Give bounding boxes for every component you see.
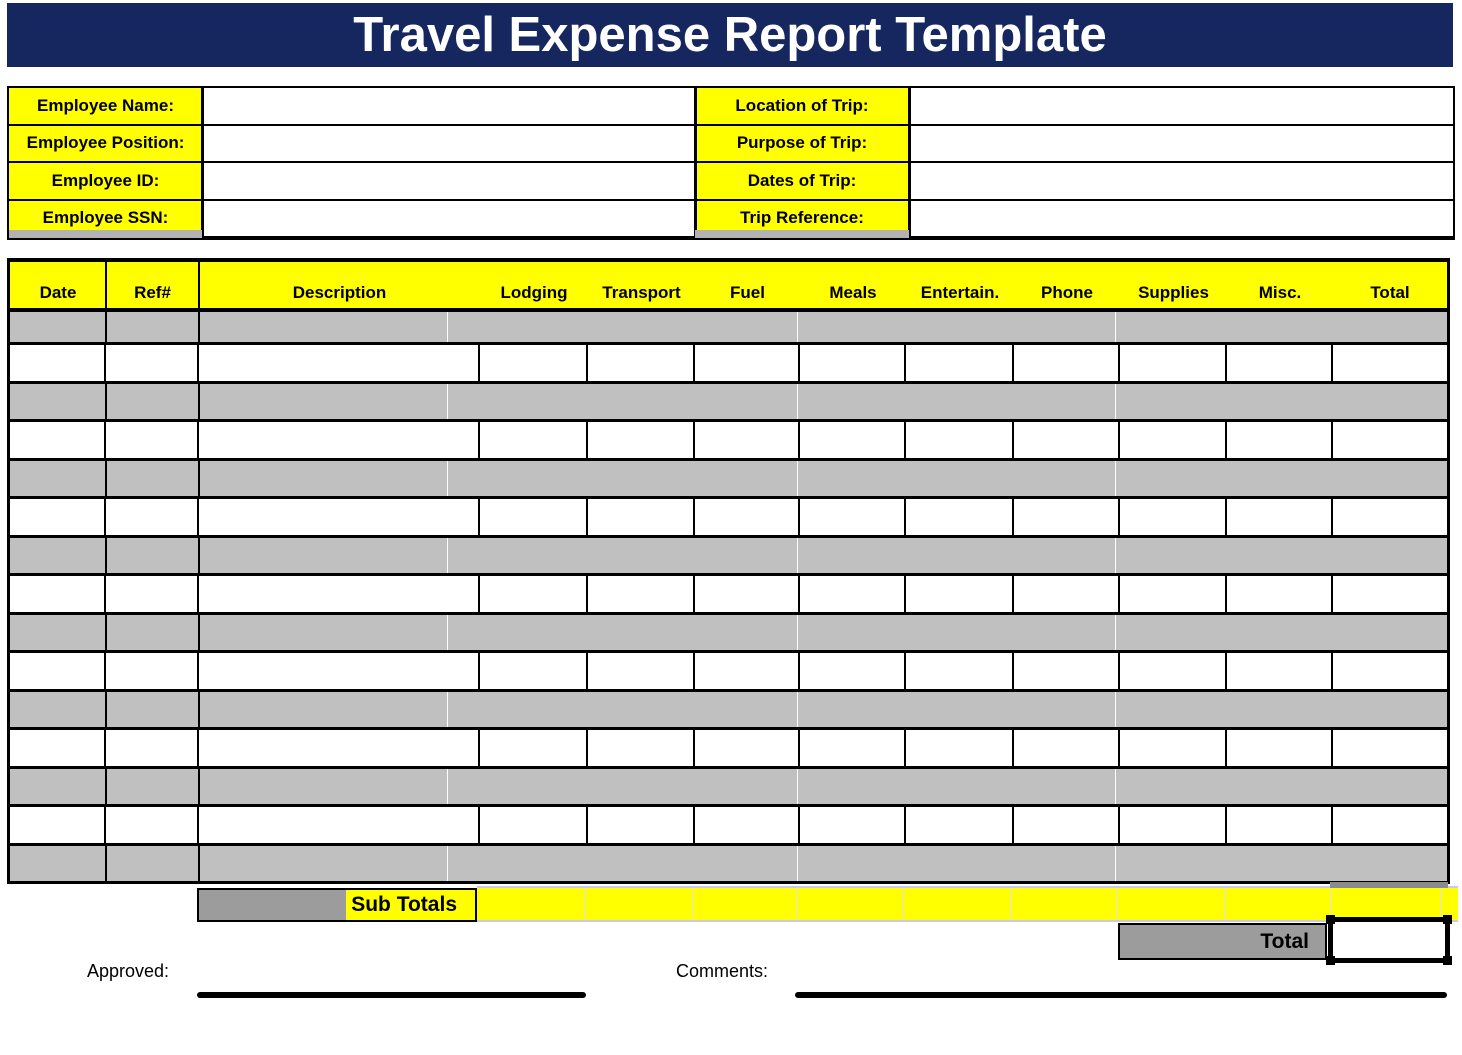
table-cell-fuel[interactable] (695, 807, 800, 843)
row-grid-line (198, 846, 200, 882)
table-cell-phone[interactable] (1014, 576, 1120, 612)
form-row (9, 163, 1453, 201)
grand-total-cell[interactable] (1328, 917, 1450, 963)
table-cell-supplies[interactable] (1120, 499, 1227, 535)
row-grid-line (1115, 461, 1116, 497)
band-grid-line (1011, 888, 1012, 920)
table-cell-date[interactable] (10, 345, 106, 381)
table-cell-entertain[interactable] (906, 730, 1014, 766)
location-of-trip-label: Location of Trip: (695, 88, 909, 124)
table-cell-ref[interactable] (106, 730, 199, 766)
employee-trip-form (7, 86, 1455, 240)
trip-reference-label: Trip Reference: (695, 201, 909, 237)
row-grid-line (105, 769, 107, 805)
table-row (10, 345, 1447, 384)
table-row (10, 615, 1447, 654)
table-cell-misc[interactable] (1227, 807, 1333, 843)
column-header-entertain: Entertain. (920, 283, 1000, 302)
row-grid-line (447, 769, 448, 805)
column-header-meals: Meals (829, 283, 877, 302)
table-row (10, 730, 1447, 769)
table-cell-fuel[interactable] (695, 576, 800, 612)
table-cell-entertain[interactable] (906, 576, 1014, 612)
row-grid-line (797, 538, 798, 574)
employee-name-field[interactable] (202, 88, 695, 124)
table-cell-meals[interactable] (800, 653, 906, 689)
table-cell-misc[interactable] (1227, 730, 1333, 766)
table-cell-transport[interactable] (588, 807, 695, 843)
table-cell-meals[interactable] (800, 807, 906, 843)
row-grid-line (797, 312, 798, 342)
table-cell-date[interactable] (10, 499, 106, 535)
table-cell-description[interactable] (199, 576, 480, 612)
form-grid-line (201, 88, 204, 124)
table-cell-meals[interactable] (800, 345, 906, 381)
table-cell-ref[interactable] (106, 576, 199, 612)
table-cell-fuel[interactable] (695, 653, 800, 689)
band-grid-line (1224, 888, 1225, 920)
row-grid-line (1115, 846, 1116, 882)
trip-reference-field[interactable] (909, 201, 1453, 237)
table-cell-fuel[interactable] (695, 422, 800, 458)
row-grid-line (198, 461, 200, 497)
table-cell-meals[interactable] (800, 576, 906, 612)
table-cell-total[interactable] (1333, 345, 1447, 381)
form-row (9, 88, 1453, 126)
table-cell-lodging[interactable] (480, 807, 588, 843)
table-cell-entertain[interactable] (906, 807, 1014, 843)
form-grid-line (694, 88, 697, 124)
employee-ssn-label: Employee SSN: (9, 201, 202, 237)
table-row (10, 576, 1447, 615)
column-header-misc: Misc. (1258, 283, 1302, 302)
table-cell-description[interactable] (199, 499, 480, 535)
row-grid-line (1115, 769, 1116, 805)
table-cell-supplies[interactable] (1120, 653, 1227, 689)
table-cell-date[interactable] (10, 807, 106, 843)
table-cell-ref[interactable] (106, 499, 199, 535)
table-cell-phone[interactable] (1014, 807, 1120, 843)
table-cell-misc[interactable] (1227, 576, 1333, 612)
table-cell-total[interactable] (1333, 653, 1447, 689)
table-cell-date[interactable] (10, 576, 106, 612)
form-grid-line (201, 163, 204, 199)
approved-label: Approved: (87, 961, 170, 981)
table-cell-phone[interactable] (1014, 345, 1120, 381)
table-cell-lodging[interactable] (480, 345, 588, 381)
row-grid-line (797, 461, 798, 497)
table-row (10, 461, 1447, 500)
table-cell-meals[interactable] (800, 422, 906, 458)
table-cell-supplies[interactable] (1120, 345, 1227, 381)
row-grid-line (1115, 384, 1116, 420)
band-grid-line (692, 888, 693, 920)
table-cell-lodging[interactable] (480, 576, 588, 612)
table-cell-ref[interactable] (106, 653, 199, 689)
subtotals-band (477, 886, 1458, 922)
row-grid-line (1115, 692, 1116, 728)
table-header-row (10, 262, 1447, 312)
table-cell-description[interactable] (199, 422, 480, 458)
subtotals-band-cap (1330, 882, 1448, 888)
employee-position-field[interactable] (202, 126, 695, 162)
table-cell-transport[interactable] (588, 499, 695, 535)
row-grid-line (105, 461, 107, 497)
form-grid-line (908, 88, 911, 124)
row-grid-line (447, 384, 448, 420)
table-cell-supplies[interactable] (1120, 807, 1227, 843)
table-row (10, 807, 1447, 846)
employee-id-field[interactable] (202, 163, 695, 199)
column-header-total: Total (1370, 283, 1410, 302)
page-title: Travel Expense Report Template (353, 8, 1107, 62)
table-cell-fuel[interactable] (695, 345, 800, 381)
row-grid-line (797, 384, 798, 420)
table-cell-description[interactable] (199, 653, 480, 689)
table-cell-transport[interactable] (588, 345, 695, 381)
employee-name-label: Employee Name: (9, 88, 202, 124)
row-grid-line (198, 384, 200, 420)
total-label-cell (1118, 923, 1327, 960)
column-header-fuel: Fuel (730, 283, 765, 302)
row-grid-line (198, 615, 200, 651)
table-cell-entertain[interactable] (906, 345, 1014, 381)
row-grid-line (1115, 615, 1116, 651)
table-cell-total[interactable] (1333, 730, 1447, 766)
table-cell-lodging[interactable] (480, 653, 588, 689)
table-row (10, 653, 1447, 692)
table-cell-entertain[interactable] (906, 653, 1014, 689)
table-cell-transport[interactable] (588, 653, 695, 689)
label-shadow-strip (9, 230, 202, 238)
column-header-ref: Ref# (134, 283, 171, 302)
table-cell-entertain[interactable] (906, 499, 1014, 535)
row-grid-line (447, 846, 448, 882)
table-cell-supplies[interactable] (1120, 730, 1227, 766)
table-cell-lodging[interactable] (480, 422, 588, 458)
row-grid-line (1115, 312, 1116, 342)
table-cell-fuel[interactable] (695, 730, 800, 766)
table-cell-misc[interactable] (1227, 653, 1333, 689)
form-grid-line (694, 126, 697, 162)
row-grid-line (447, 461, 448, 497)
row-grid-line (105, 615, 107, 651)
table-cell-date[interactable] (10, 653, 106, 689)
form-row (9, 126, 1453, 164)
column-header-transport: Transport (602, 283, 681, 302)
table-cell-entertain[interactable] (906, 422, 1014, 458)
row-grid-line (198, 312, 200, 342)
form-grid-line (908, 126, 911, 162)
form-grid-line (201, 126, 204, 162)
table-cell-transport[interactable] (588, 422, 695, 458)
row-grid-line (105, 312, 107, 342)
row-grid-line (797, 692, 798, 728)
table-cell-lodging[interactable] (480, 499, 588, 535)
column-header-description: Description (292, 283, 387, 302)
table-cell-total[interactable] (1333, 422, 1447, 458)
header-grid-line (105, 262, 107, 308)
column-header-supplies: Supplies (1138, 283, 1209, 302)
cell-border-nub (1326, 956, 1335, 965)
row-grid-line (198, 692, 200, 728)
row-grid-line (105, 692, 107, 728)
title-bar (7, 3, 1453, 67)
employee-id-label: Employee ID: (9, 163, 202, 199)
table-cell-description[interactable] (199, 807, 480, 843)
subtotals-label: Sub Totals (346, 890, 475, 920)
table-cell-phone[interactable] (1014, 499, 1120, 535)
band-grid-line (903, 888, 904, 920)
table-cell-phone[interactable] (1014, 653, 1120, 689)
column-header-lodging: Lodging (500, 283, 568, 302)
table-cell-date[interactable] (10, 422, 106, 458)
row-grid-line (105, 538, 107, 574)
table-cell-ref[interactable] (106, 807, 199, 843)
row-grid-line (447, 312, 448, 342)
table-cell-transport[interactable] (588, 730, 695, 766)
row-grid-line (797, 615, 798, 651)
table-cell-supplies[interactable] (1120, 422, 1227, 458)
table-cell-supplies[interactable] (1120, 576, 1227, 612)
table-cell-ref[interactable] (106, 345, 199, 381)
row-grid-line (797, 846, 798, 882)
row-grid-line (447, 615, 448, 651)
purpose-of-trip-label: Purpose of Trip: (695, 126, 909, 162)
dates-of-trip-label: Dates of Trip: (695, 163, 909, 199)
table-cell-date[interactable] (10, 730, 106, 766)
table-cell-total[interactable] (1333, 576, 1447, 612)
approved-signature-line (197, 992, 586, 998)
row-grid-line (105, 384, 107, 420)
table-cell-transport[interactable] (588, 576, 695, 612)
column-header-date: Date (39, 283, 77, 302)
band-grid-line (1441, 888, 1442, 920)
band-grid-line (1117, 888, 1118, 920)
table-row (10, 422, 1447, 461)
location-of-trip-field[interactable] (909, 88, 1453, 124)
table-row (10, 499, 1447, 538)
employee-position-label: Employee Position: (9, 126, 202, 162)
table-cell-description[interactable] (199, 345, 480, 381)
comments-label: Comments: (676, 961, 769, 981)
column-header-phone: Phone (1041, 283, 1093, 302)
header-grid-line (198, 262, 200, 308)
row-grid-line (797, 769, 798, 805)
total-label: Total (1260, 929, 1309, 953)
band-grid-line (585, 888, 586, 920)
row-grid-line (198, 769, 200, 805)
employee-ssn-field[interactable] (202, 201, 695, 237)
cell-border-nub (1326, 915, 1335, 924)
form-grid-line (908, 163, 911, 199)
table-cell-misc[interactable] (1227, 422, 1333, 458)
row-grid-line (105, 846, 107, 882)
dates-of-trip-field[interactable] (909, 163, 1453, 199)
row-grid-line (198, 538, 200, 574)
table-row (10, 769, 1447, 808)
cell-border-nub (1443, 956, 1452, 965)
table-cell-phone[interactable] (1014, 730, 1120, 766)
expense-table (7, 258, 1450, 884)
purpose-of-trip-field[interactable] (909, 126, 1453, 162)
table-cell-total[interactable] (1333, 499, 1447, 535)
table-cell-misc[interactable] (1227, 345, 1333, 381)
table-cell-description[interactable] (199, 730, 480, 766)
comments-line (795, 992, 1447, 998)
row-grid-line (447, 538, 448, 574)
table-cell-ref[interactable] (106, 422, 199, 458)
table-cell-total[interactable] (1333, 807, 1447, 843)
form-grid-line (694, 163, 697, 199)
table-cell-fuel[interactable] (695, 499, 800, 535)
table-row (10, 312, 1447, 345)
table-cell-phone[interactable] (1014, 422, 1120, 458)
label-shadow-strip (695, 230, 909, 238)
cell-border-nub (1443, 915, 1452, 924)
table-cell-misc[interactable] (1227, 499, 1333, 535)
table-row (10, 538, 1447, 577)
table-cell-meals[interactable] (800, 730, 906, 766)
table-row (10, 692, 1447, 731)
table-cell-lodging[interactable] (480, 730, 588, 766)
table-cell-meals[interactable] (800, 499, 906, 535)
row-grid-line (1115, 538, 1116, 574)
row-grid-line (447, 692, 448, 728)
table-row (10, 384, 1447, 423)
subtotals-header-cell (197, 888, 477, 922)
band-grid-line (797, 888, 798, 920)
table-row (10, 846, 1447, 885)
